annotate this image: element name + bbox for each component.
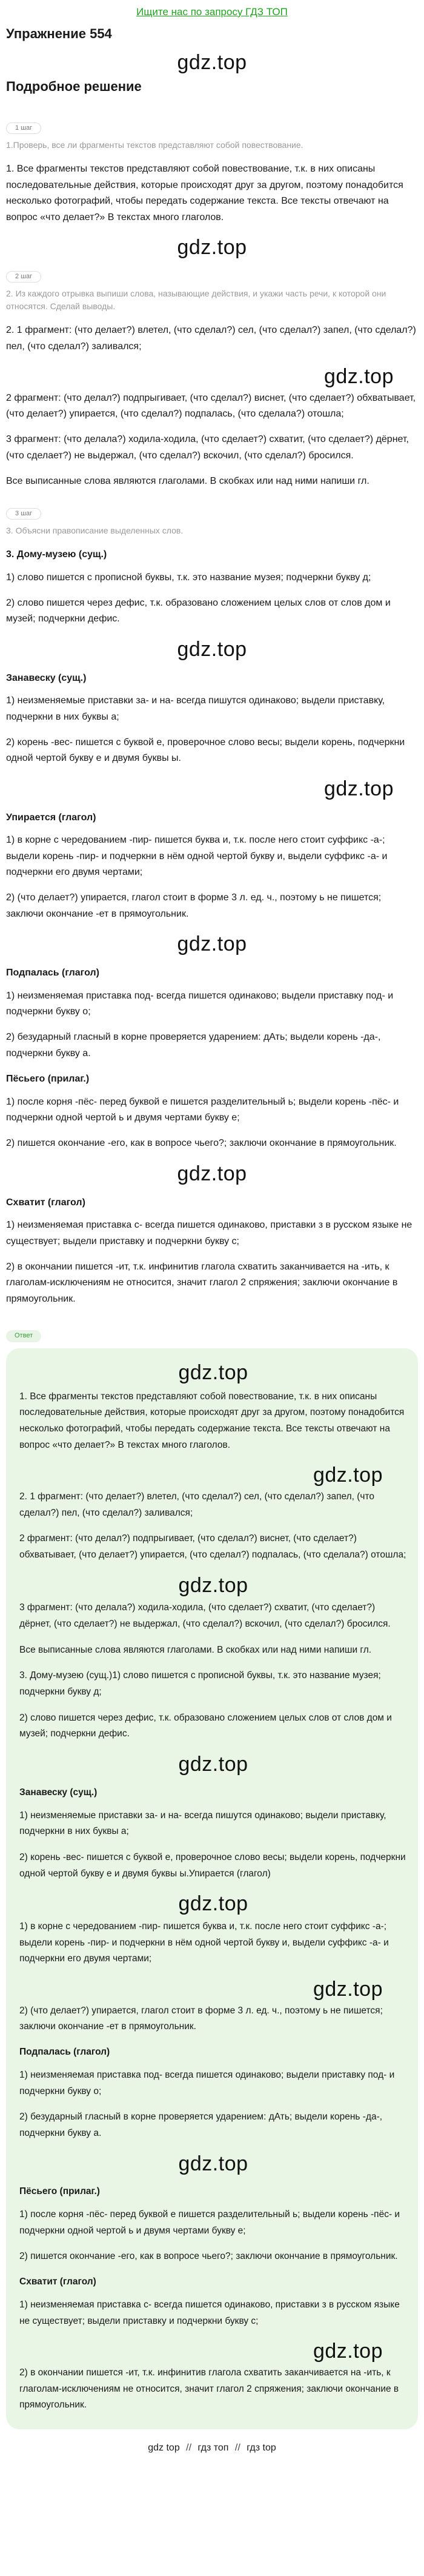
term-heading: Схватит (глагол) bbox=[19, 2277, 96, 2287]
step-paragraph: 2) в окончании пишется -ит, т.к. инфинитив глагола схватить заканчивается на -ить, к глаголам-исключениям не относится, значит глагол 2 спряжения; заключи окончание в прямоугольник. bbox=[6, 1262, 398, 1304]
step-hint: 1.Проверь, все ли фрагменты текстов представляют собой повествование. bbox=[6, 140, 303, 150]
term-heading: Подпалась (глагол) bbox=[6, 967, 99, 978]
answer-paragraph: 2 фрагмент: (что делал?) подпрыгивает, (что сделал?) виснет, (что сделает?) обхватывает, (что делает?) упирается, (что сделал?) подпалась, (что сделала?) отошла; bbox=[19, 1533, 406, 1560]
answer-paragraph: 2. 1 фрагмент: (что делает?) влетел, (что сделал?) сел, (что сделал?) запел, (что сделал?) пел, (что сделал?) заливался; bbox=[19, 1491, 375, 1518]
term-heading: 3. Дому-музею (сущ.) bbox=[6, 549, 107, 560]
answer-paragraph: 3 фрагмент: (что делала?) ходила-ходила, (что сделает?) схватит, (что сделает?) дёрнет, (что сделает?) не выдержал, (что сделал?) вскочил, (что сделал?) бросился. bbox=[19, 1602, 391, 1630]
watermark: gdz.top bbox=[313, 1977, 383, 2001]
step-badge: 3 шаг bbox=[6, 508, 41, 520]
watermark: gdz.top bbox=[313, 1464, 383, 1487]
watermark: gdz.top bbox=[177, 637, 247, 661]
step-paragraph: 1) неизменяемая приставка с- всегда пишется одинаково, приставки з в русском языке не существует; выдели приставку и подчеркни букву с; bbox=[6, 1220, 412, 1246]
answer-paragraph: 1) неизменяемая приставка с- всегда пишется одинаково, приставки з в русском языке не существует; выдели приставку и подчеркни букву с; bbox=[19, 2299, 400, 2326]
answer-paragraph: 2) пишется окончание -его, как в вопросе чьего?; заключи окончание в прямоугольник. bbox=[19, 2251, 398, 2262]
watermark: gdz.top bbox=[177, 50, 247, 74]
footer-link-gdz-top-ru[interactable]: гдз топ bbox=[197, 2442, 229, 2453]
answer-paragraph: 1) неизменяемая приставка под- всегда пишется одинаково; выдели приставку под- и подчеркни букву о; bbox=[19, 2069, 395, 2096]
term-heading: Упирается (глагол) bbox=[6, 812, 96, 823]
term-heading: Пёсьего (прилаг.) bbox=[19, 2186, 100, 2197]
step-paragraph: 2) пишется окончание -его, как в вопросе чьего?; заключи окончание в прямоугольник. bbox=[6, 1138, 397, 1149]
term-heading: Подпалась (глагол) bbox=[19, 2047, 110, 2058]
footer-link-gdz-top-mixed[interactable]: гдз top bbox=[247, 2442, 276, 2453]
step-paragraph: 3 фрагмент: (что делала?) ходила-ходила, (что сделает?) схватит, (что сделает?) дёрнет, (что сделает?) не выдержал, (что сделал?) вскочил, (что сделал?) бросился. bbox=[6, 434, 409, 461]
watermark: gdz.top bbox=[177, 235, 247, 259]
step-paragraph: 2) слово пишется через дефис, т.к. образовано сложением целых слов от слов дом и музей; подчеркни дефис. bbox=[6, 598, 391, 624]
page-title: Упражнение 554 bbox=[6, 26, 112, 41]
term-heading: Занавеску (сущ.) bbox=[6, 672, 87, 683]
footer bbox=[6, 2435, 418, 2462]
watermark: gdz.top bbox=[178, 1892, 248, 1916]
step-hint: 3. Объясни правописание выделенных слов. bbox=[6, 526, 184, 536]
footer-separator: // bbox=[234, 2442, 240, 2453]
watermark: gdz.top bbox=[178, 1360, 248, 1384]
answer-paragraph: 2) (что делает?) упирается, глагол стоит в форме 3 л. ед. ч., поэтому ь не пишется; заключи окончание -ет в прямоугольник. bbox=[19, 2005, 383, 2032]
answer-paragraph: 3. Дому-музею (сущ.)1) слово пишется с прописной буквы, т.к. это название музея; подчеркни букву д; bbox=[19, 1670, 381, 1698]
answer-badge: Ответ bbox=[6, 1330, 41, 1342]
step-badge: 1 шаг bbox=[6, 122, 41, 134]
step-3 bbox=[6, 500, 418, 1308]
answer-paragraph: 2) корень -вес- пишется с буквой е, проверочное слово весы; выдели корень, подчеркни одной чертой букву е и двумя буквы ы.Упирается (глагол) bbox=[19, 1852, 406, 1879]
answer-paragraph: 1) после корня -пёс- перед буквой е пишется разделительный ь; выдели корень -пёс- и подчеркни одной чертой ь и двумя чертами букву е; bbox=[19, 2209, 400, 2236]
term-heading: Занавеску (сущ.) bbox=[19, 1787, 98, 1798]
answer-paragraph: 2) слово пишется через дефис, т.к. образовано сложением целых слов от слов дом и музей; подчеркни дефис. bbox=[19, 1712, 392, 1739]
footer-link-gdz-top[interactable]: gdz top bbox=[148, 2442, 180, 2453]
step-hint: 2. Из каждого отрывка выпиши слова, называющие действия, и укажи часть речи, к которой они относятся. Сделай выводы. bbox=[6, 289, 386, 312]
step-paragraph: Все выписанные слова являются глаголами. В скобках или над ними напиши гл. bbox=[6, 476, 369, 487]
watermark: gdz.top bbox=[178, 1753, 248, 1776]
step-1 bbox=[6, 114, 418, 226]
step-paragraph: 1) после корня -пёс- перед буквой е пишется разделительный ь; выдели корень -пёс- и подчеркни одной чертой ь и двумя чертами букву е; bbox=[6, 1096, 399, 1123]
answer-box bbox=[6, 1348, 418, 2429]
answer-paragraph: 2) безударный гласный в корне проверяется ударением: дАть; выдели корень -да-, подчеркни букву а. bbox=[19, 2112, 383, 2138]
watermark: gdz.top bbox=[177, 1162, 247, 1185]
step-2 bbox=[6, 263, 418, 490]
step-paragraph: 1) в корне с чередованием -пир- пишется буква и, т.к. после него стоит суффикс -а-; выдели корень -пир- и подчеркни в нём одной чертой букву и, выдели суффикс -а- и подчеркни его двумя чертами; bbox=[6, 835, 388, 877]
step-paragraph: 1) неизменяемые приставки за- и на- всегда пишутся одинаково; выдели приставку, подчеркни в них буквы а; bbox=[6, 695, 385, 722]
answer-paragraph: 1) в корне с чередованием -пир- пишется буква и, т.к. после него стоит суффикс -а-; выдели корень -пир- и подчеркни в нём одной чертой букву и, выдели суффикс -а- и подчеркни его двумя чертами; bbox=[19, 1921, 389, 1964]
step-paragraph: 1. Все фрагменты текстов представляют собой повествование, т.к. в них описаны последовательные действия, которые происходят друг за другом, поэтому понадобится несколько фотографий, чтобы передать содержание текста. Все тексты отвечают на вопрос «что делает?» В текстах много глаголов. bbox=[6, 164, 403, 222]
watermark: gdz.top bbox=[177, 932, 247, 956]
answer-paragraph: 1. Все фрагменты текстов представляют собой повествование, т.к. в них описаны последовательные действия, которые происходят друг за другом, поэтому понадобится несколько фотографий, чтобы передать содержание текста. Все тексты отвечают на вопрос «что делает?» В текстах много глаголов. bbox=[19, 1391, 405, 1450]
step-paragraph: 2. 1 фрагмент: (что делает?) влетел, (что сделал?) сел, (что сделал?) запел, (что сделал?) пел, (что сделал?) заливался; bbox=[6, 325, 416, 352]
watermark: gdz.top bbox=[178, 2152, 248, 2175]
term-heading: Пёсьего (прилаг.) bbox=[6, 1074, 90, 1085]
step-paragraph: 1) слово пишется с прописной буквы, т.к. это название музея; подчеркни букву д; bbox=[6, 572, 371, 583]
step-badge: 2 шаг bbox=[6, 271, 41, 283]
watermark: gdz.top bbox=[323, 777, 394, 800]
step-paragraph: 2 фрагмент: (что делал?) подпрыгивает, (что сделал?) виснет, (что сделает?) обхватывает, (что делает?) упирается, (что сделал?) подпалась, (что сделала?) отошла; bbox=[6, 392, 416, 420]
answer-paragraph: 1) неизменяемые приставки за- и на- всегда пишутся одинаково; выдели приставку, подчеркни в них буквы а; bbox=[19, 1810, 386, 1837]
step-paragraph: 1) неизменяемая приставка под- всегда пишется одинаково; выдели приставку под- и подчеркни букву о; bbox=[6, 990, 394, 1017]
search-hint-link[interactable]: Ищите нас по запросу ГДЗ ТОП bbox=[136, 6, 288, 18]
term-heading: Схватит (глагол) bbox=[6, 1197, 85, 1208]
watermark: gdz.top bbox=[178, 1573, 248, 1597]
watermark: gdz.top bbox=[323, 364, 394, 388]
footer-separator: // bbox=[186, 2442, 192, 2453]
step-paragraph: 2) корень -вес- пишется с буквой е, проверочное слово весы; выдели корень, подчеркни одной чертой букву е и двумя буквы ы. bbox=[6, 737, 405, 764]
step-paragraph: 2) (что делает?) упирается, глагол стоит в форме 3 л. ед. ч., поэтому ь не пишется; заключи окончание -ет в прямоугольник. bbox=[6, 892, 382, 919]
answer-paragraph: Все выписанные слова являются глаголами. В скобках или над ними напиши гл. bbox=[19, 1644, 372, 1655]
watermark: gdz.top bbox=[313, 2340, 383, 2363]
page-subtitle: Подробное решение bbox=[6, 79, 142, 95]
step-paragraph: 2) безударный гласный в корне проверяется ударением: дАть; выдели корень -да-, подчеркни букву а. bbox=[6, 1032, 381, 1059]
answer-paragraph: 2) в окончании пишется -ит, т.к. инфинитив глагола схватить заканчивается на -ить, к глаголам-исключениям не относится, значит глагол 2 спряжения; заключи окончание в прямоугольник. bbox=[19, 2367, 399, 2410]
